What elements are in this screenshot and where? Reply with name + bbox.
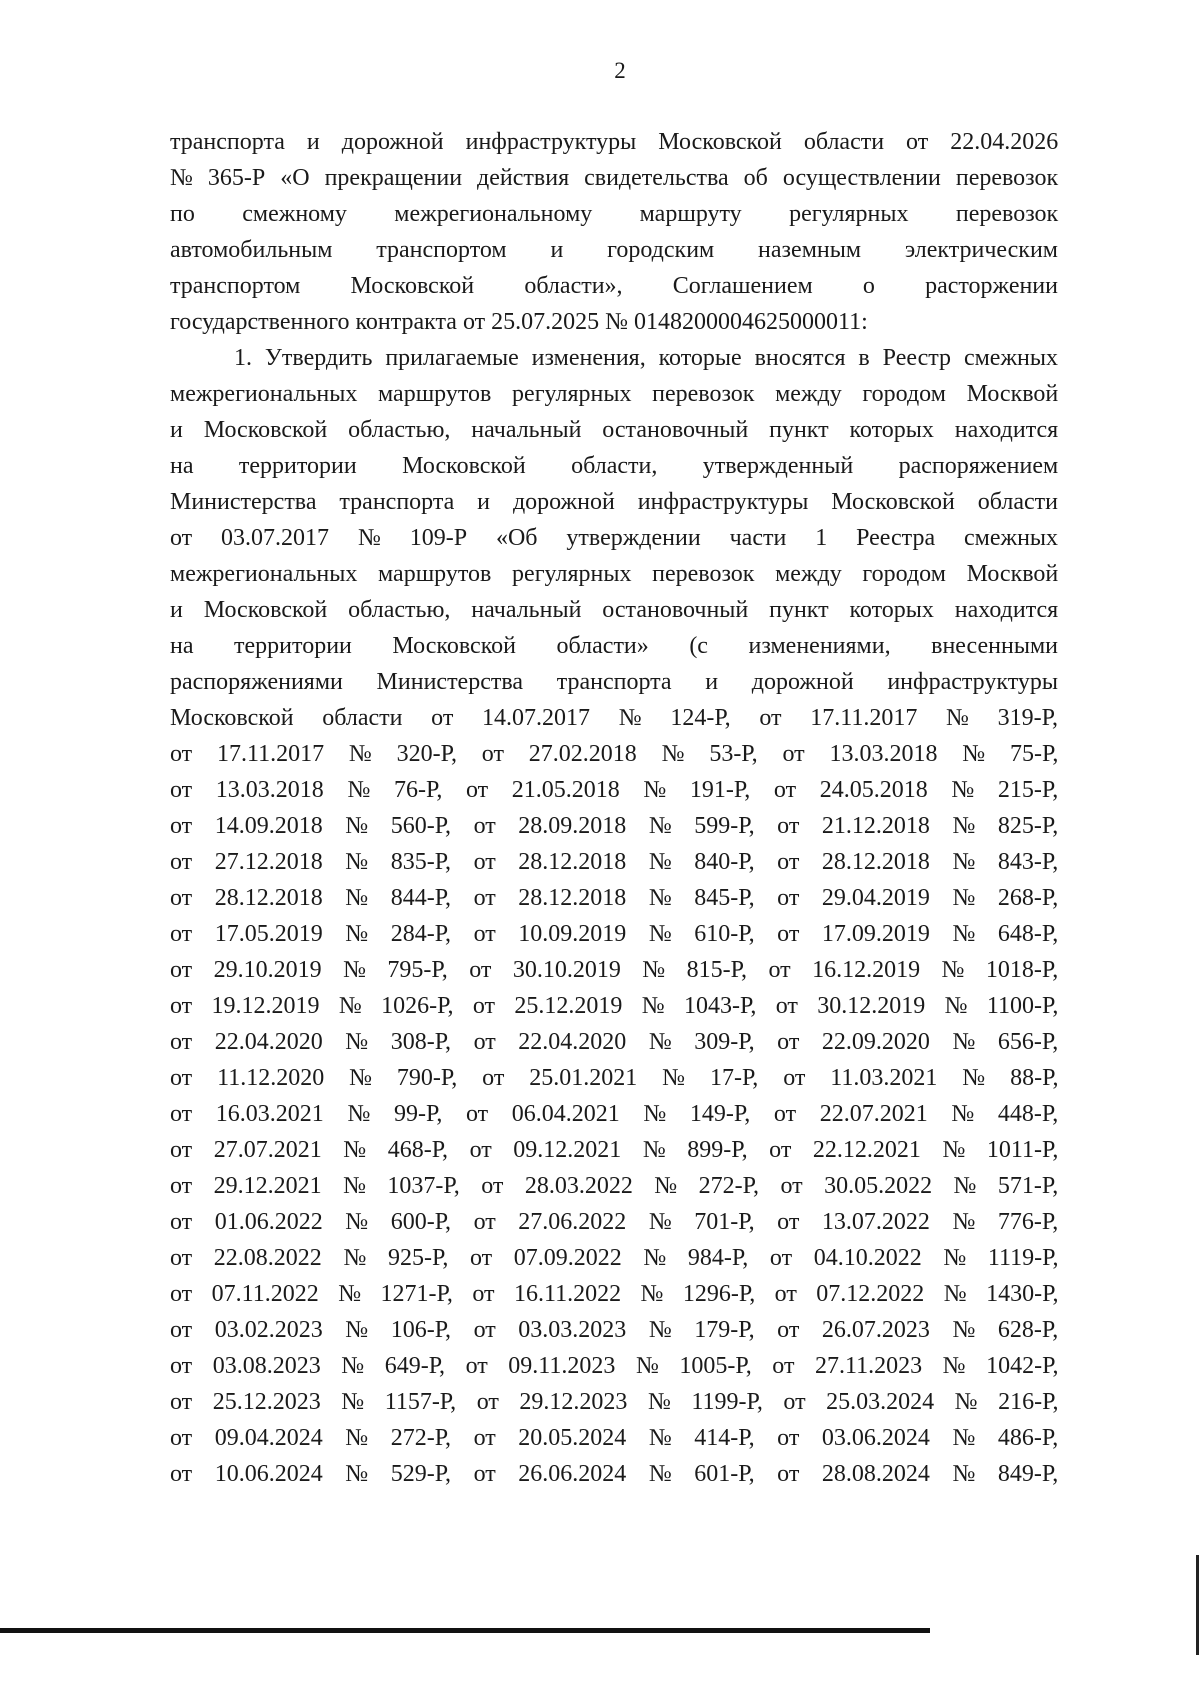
text-line: от 01.06.2022 № 600-Р, от 27.06.2022 № 701-Р, от 13.07.2022 № 776-Р,	[170, 1209, 1059, 1235]
page-number: 2	[614, 58, 626, 83]
text-line: от 28.12.2018 № 844-Р, от 28.12.2018 № 845-Р, от 29.04.2019 № 268-Р,	[170, 885, 1059, 911]
text-line: 1. Утвердить прилагаемые изменения, которые вносятся в Реестр смежных	[234, 345, 1058, 371]
scan-edge-mark	[1196, 1555, 1199, 1655]
text-line: от 10.06.2024 № 529-Р, от 26.06.2024 № 601-Р, от 28.08.2024 № 849-Р,	[170, 1461, 1059, 1487]
text-line: государственного контракта от 25.07.2025 № 0148200004625000011:	[170, 309, 868, 335]
text-line: от 03.08.2023 № 649-Р, от 09.11.2023 № 1005-Р, от 27.11.2023 № 1042-Р,	[170, 1353, 1059, 1379]
text-line: от 16.03.2021 № 99-Р, от 06.04.2021 № 149-Р, от 22.07.2021 № 448-Р,	[170, 1101, 1059, 1127]
text-line: и Московской областью, начальный остановочный пункт которых находится	[170, 417, 1059, 443]
text-line: распоряжениями Министерства транспорта и дорожной инфраструктуры	[170, 669, 1058, 695]
text-line: от 29.12.2021 № 1037-Р, от 28.03.2022 № 272-Р, от 30.05.2022 № 571-Р,	[170, 1173, 1059, 1199]
text-line: от 11.12.2020 № 790-Р, от 25.01.2021 № 17-Р, от 11.03.2021 № 88-Р,	[170, 1065, 1059, 1091]
text-line: автомобильным транспортом и городским наземным электрическим	[170, 237, 1058, 263]
document-body	[170, 124, 1058, 1492]
text-line: от 17.05.2019 № 284-Р, от 10.09.2019 № 610-Р, от 17.09.2019 № 648-Р,	[170, 921, 1059, 947]
text-line: межрегиональных маршрутов регулярных перевозок между городом Москвой	[170, 381, 1059, 407]
text-line: Московской области от 14.07.2017 № 124-Р, от 17.11.2017 № 319-Р,	[170, 705, 1058, 731]
text-line: на территории Московской области, утвержденный распоряжением	[170, 453, 1059, 479]
text-line: от 19.12.2019 № 1026-Р, от 25.12.2019 № 1043-Р, от 30.12.2019 № 1100-Р,	[170, 993, 1059, 1019]
text-line: межрегиональных маршрутов регулярных перевозок между городом Москвой	[170, 561, 1059, 587]
text-line: от 07.11.2022 № 1271-Р, от 16.11.2022 № 1296-Р, от 07.12.2022 № 1430-Р,	[170, 1281, 1059, 1307]
text-line: и Московской областью, начальный остановочный пункт которых находится	[170, 597, 1059, 623]
text-line: от 25.12.2023 № 1157-Р, от 29.12.2023 № 1199-Р, от 25.03.2024 № 216-Р,	[170, 1389, 1059, 1415]
text-line: от 22.08.2022 № 925-Р, от 07.09.2022 № 984-Р, от 04.10.2022 № 1119-Р,	[170, 1245, 1059, 1271]
text-line: от 14.09.2018 № 560-Р, от 28.09.2018 № 599-Р, от 21.12.2018 № 825-Р,	[170, 813, 1059, 839]
text-line: от 03.07.2017 № 109-Р «Об утверждении части 1 Реестра смежных	[170, 525, 1059, 551]
text-line: от 09.04.2024 № 272-Р, от 20.05.2024 № 414-Р, от 03.06.2024 № 486-Р,	[170, 1425, 1059, 1451]
text-line: от 17.11.2017 № 320-Р, от 27.02.2018 № 53-Р, от 13.03.2018 № 75-Р,	[170, 741, 1059, 767]
text-line: от 29.10.2019 № 795-Р, от 30.10.2019 № 815-Р, от 16.12.2019 № 1018-Р,	[170, 957, 1059, 983]
text-line: от 22.04.2020 № 308-Р, от 22.04.2020 № 309-Р, от 22.09.2020 № 656-Р,	[170, 1029, 1059, 1055]
text-line: от 13.03.2018 № 76-Р, от 21.05.2018 № 191-Р, от 24.05.2018 № 215-Р,	[170, 777, 1059, 803]
text-line: по смежному межрегиональному маршруту регулярных перевозок	[170, 201, 1059, 227]
text-line: транспорта и дорожной инфраструктуры Московской области от 22.04.2026	[170, 129, 1059, 155]
text-line: № 365-Р «О прекращении действия свидетельства об осуществлении перевозок	[170, 165, 1059, 191]
text-line: от 27.07.2021 № 468-Р, от 09.12.2021 № 899-Р, от 22.12.2021 № 1011-Р,	[170, 1137, 1059, 1163]
text-line: от 27.12.2018 № 835-Р, от 28.12.2018 № 840-Р, от 28.12.2018 № 843-Р,	[170, 849, 1059, 875]
text-line: транспортом Московской области», Соглашением о расторжении	[170, 273, 1058, 299]
text-line: Министерства транспорта и дорожной инфраструктуры Московской области	[170, 489, 1058, 515]
text-line: на территории Московской области» (с изменениями, внесенными	[170, 633, 1058, 659]
text-line: от 03.02.2023 № 106-Р, от 03.03.2023 № 179-Р, от 26.07.2023 № 628-Р,	[170, 1317, 1059, 1343]
footer-rule	[0, 1628, 930, 1633]
